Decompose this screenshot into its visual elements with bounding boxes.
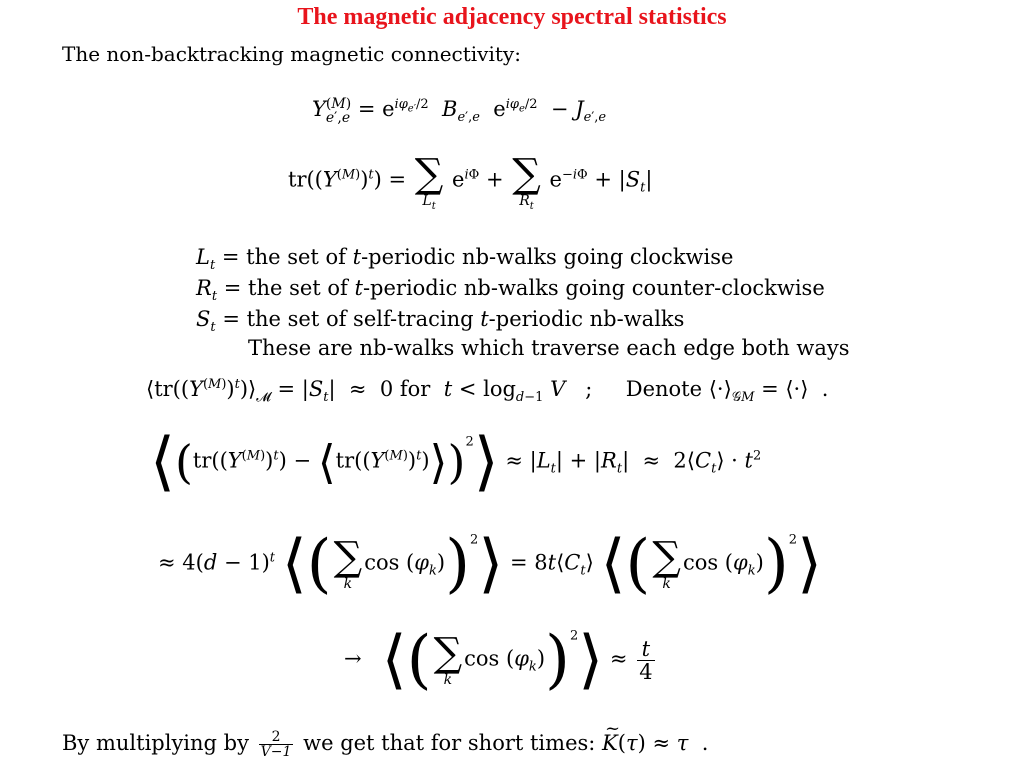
definition-item-st: $S_t$ = the set of self-tracing t-periodic nb-walks bbox=[196, 307, 685, 336]
fraction-2-over-v: $\frac{2}{V-1}$ bbox=[260, 729, 292, 760]
intro-text: The non-backtracking magnetic connectivity: bbox=[62, 42, 521, 66]
equation-trace-sum: $tr((Y^{(M)})^t)$ = ∑ $L_t$ $e^{i\Phi}$ + ∑ $R_t$ $e^{-i\Phi} + |S_t|$ bbox=[288, 151, 653, 212]
slide-title: The magnetic adjacency spectral statistics bbox=[297, 4, 727, 30]
equation-average-trace: $⟨tr((Y^{(M)})^t)⟩_𝓜 = |S_t| \approx 0$ for $t < \log_{d-1} V$ ; Denote $⟨\cdot⟩_{𝒢M}$ = ⟨·⟩ . bbox=[146, 377, 829, 406]
definition-item-lt: $L_t$ = the set of t-periodic nb-walks going clockwise bbox=[196, 245, 734, 274]
arrow-icon: → bbox=[344, 646, 362, 671]
equation-result: → ⟨( ∑ k $\cos (\varphi_k))^2⟩$ ≈ $\frac{t}{4}$ bbox=[344, 623, 653, 697]
conclusion-text: By multiplying by $\frac{2}{V-1}$ we get that for short times: ~ K(τ) ≈ τ . bbox=[62, 730, 708, 759]
definition-item-rt: $R_t$ = the set of t-periodic nb-walks going counter-clockwise bbox=[196, 276, 825, 305]
equation-y-definition: Y (M) e′,e = $e^{i\varphi_{e'}/2}$ $B_{e',e}$ $e^{i\varphi_e/2} - J_{e',e}$ bbox=[312, 95, 607, 126]
note-text: These are nb-walks which traverse each edge both ways bbox=[248, 336, 850, 360]
equation-variance: $⟨(tr((Y^{(M)})^t)$ − $⟨tr((Y^{(M)})^t)⟩)^2⟩ \approx |L_t| + |R_t|$ ≈ $2⟨C_t⟩ \cdot t^2$ bbox=[150, 425, 762, 499]
equation-cos-sum: ≈ $4(d - 1)^t$ ⟨( ∑ k $\cos (\varphi_k))^2⟩$ = $8t⟨C_t⟩$ ⟨( ∑ k $\cos (\varphi_k))^2⟩$ bbox=[158, 527, 823, 601]
definition-list bbox=[196, 242, 825, 335]
